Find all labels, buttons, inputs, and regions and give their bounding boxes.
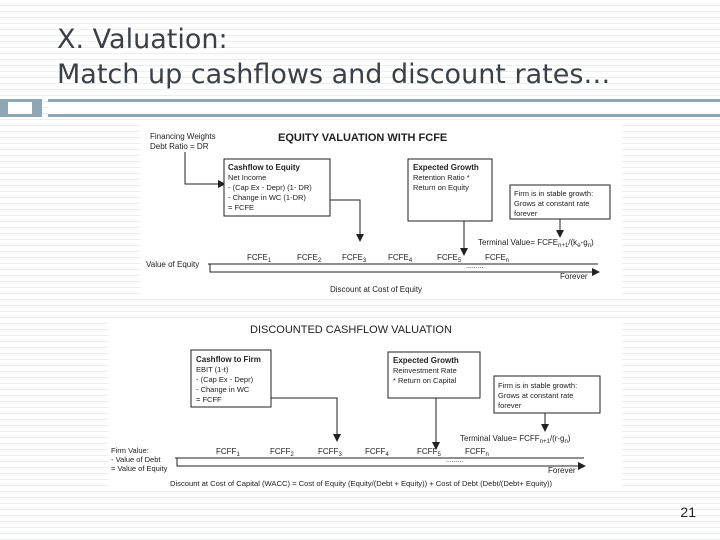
firm-cashflow-title: Cashflow to Firm xyxy=(196,355,261,364)
firm-growth-line-1: Reinvestment Rate xyxy=(393,366,457,375)
equity-cashflow-label-4: $FCFE_4$ xyxy=(388,253,413,264)
firm-terminal-value: Terminal Value= $FCFF_{n+1}/(r-g_n)$ xyxy=(460,434,571,445)
equity-cashflow-line-3: - Change in WC (1-DR) xyxy=(228,193,306,202)
firm-heading: DISCOUNTED CASHFLOW VALUATION xyxy=(250,324,452,336)
equity-cashflow-label-6: $FCFE_n$ xyxy=(485,253,510,264)
firm-cashflow-line-1: EBIT (1-t) xyxy=(196,365,229,374)
firm-stable-line-2: Grows at constant rate xyxy=(498,391,574,400)
firm-cashflow-label-2: $FCFF_2$ xyxy=(270,447,294,458)
firm-cashflow-label-6: $FCFF_n$ xyxy=(465,447,489,458)
firm-growth-line-2: * Return on Capital xyxy=(393,376,457,385)
equity-value-label: Value of Equity xyxy=(146,260,200,269)
firm-stable-line-3: forever xyxy=(498,401,522,410)
equity-cashflow-title: Cashflow to Equity xyxy=(228,163,300,172)
firm-value-line-2: - Value of Debt xyxy=(111,455,161,464)
equity-forever-label: Forever xyxy=(560,272,588,281)
equity-cashflow-label-1: $FCFE_1$ xyxy=(247,253,272,264)
equity-cashflow-label-5: $FCFE_5$ xyxy=(437,253,462,264)
equity-cashflow-line-2: - (Cap Ex - Depr) (1- DR) xyxy=(228,183,312,192)
firm-cashflow-label-3: $FCFF_3$ xyxy=(318,447,342,458)
firm-forever-label: Forever xyxy=(548,466,576,475)
firm-growth-title: Expected Growth xyxy=(393,356,459,365)
equity-cashflow-label-3: $FCFE_3$ xyxy=(342,253,367,264)
equity-cashflow-label-2: $FCFE_2$ xyxy=(297,253,322,264)
title-line-1: X. Valuation: xyxy=(57,24,228,55)
equity-diagram xyxy=(140,125,622,297)
equity-ellipsis: ......... xyxy=(466,263,484,270)
equity-cashflow-line-1: Net Income xyxy=(228,173,267,182)
firm-value-line-3: = Value of Equity xyxy=(111,464,168,473)
page-number: 21 xyxy=(680,504,696,520)
equity-stable-line-3: forever xyxy=(514,209,538,218)
equity-discount-label: Discount at Cost of Equity xyxy=(330,285,423,294)
firm-cashflow-line-2: - (Cap Ex - Depr) xyxy=(196,375,254,384)
firm-value-line-1: Firm Value: xyxy=(111,446,149,455)
equity-cashflow-line-4: = FCFE xyxy=(228,203,255,212)
equity-financing-weights: Financing Weights xyxy=(150,132,216,141)
equity-heading: EQUITY VALUATION WITH FCFE xyxy=(278,132,448,144)
title-line-2: Match up cashflows and discount rates… xyxy=(57,59,611,90)
equity-debt-ratio: Debt Ratio = DR xyxy=(150,142,209,151)
firm-cashflow-line-4: = FCFF xyxy=(196,395,222,404)
equity-growth-title: Expected Growth xyxy=(413,163,479,172)
firm-cashflow-label-4: $FCFF_4$ xyxy=(365,447,389,458)
firm-discount-label: Discount at Cost of Capital (WACC) = Cost of Equity (Equity/(Debt + Equity)) + Cost of Debt (Debt/(Debt+ Equity)) xyxy=(170,479,553,488)
equity-terminal-value: Terminal Value= $FCFE_{n+1}/(k_e-g_n)$ xyxy=(478,238,594,249)
firm-cashflow-label-5: $FCFF_5$ xyxy=(417,447,441,458)
firm-cashflow-label-1: $FCFF_1$ xyxy=(216,447,240,458)
firm-diagram xyxy=(108,318,622,490)
equity-growth-line-2: Return on Equity xyxy=(413,183,469,192)
firm-stable-line-1: Firm is in stable growth: xyxy=(498,381,578,390)
equity-growth-line-1: Retention Ratio * xyxy=(413,173,470,182)
firm-cashflow-line-3: - Change in WC xyxy=(196,385,250,394)
firm-ellipsis: ......... xyxy=(446,457,464,464)
equity-stable-line-2: Grows at constant rate xyxy=(514,199,590,208)
equity-stable-line-1: Firm is in stable growth: xyxy=(514,189,594,198)
